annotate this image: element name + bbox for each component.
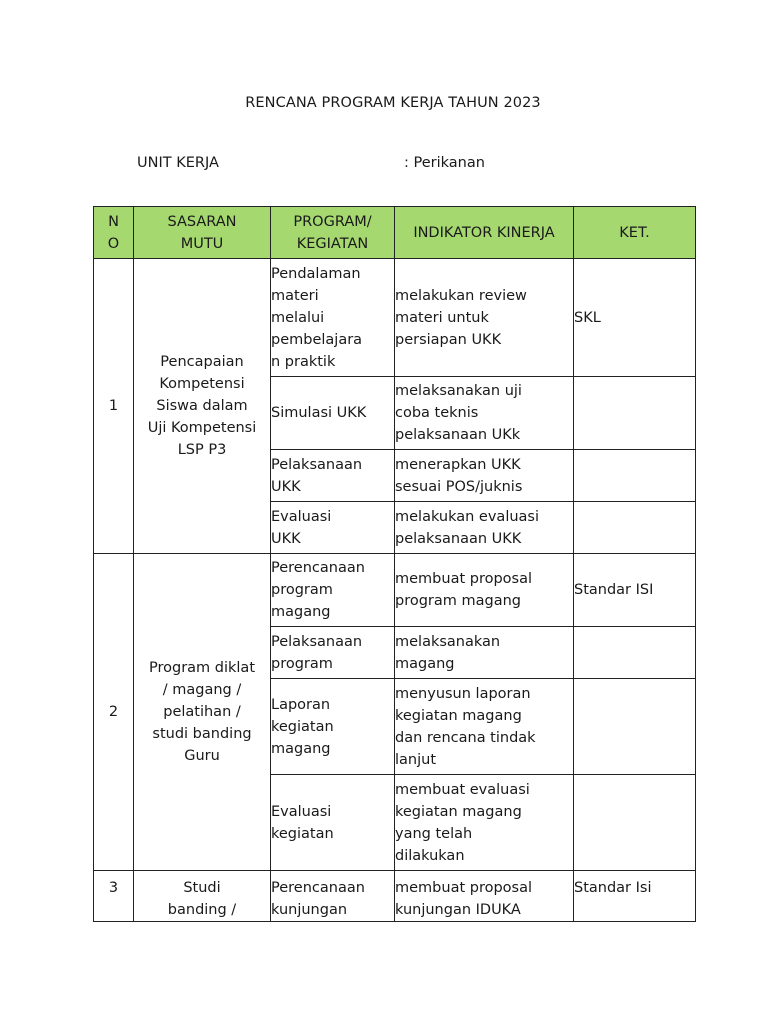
header-sasaran-line1: SASARAN	[167, 213, 237, 230]
table-row	[94, 554, 696, 627]
sasaran-mutu-cell	[134, 259, 271, 554]
program-line: Evaluasi	[271, 508, 332, 525]
program-cell	[271, 679, 395, 775]
sasaran-line: Studi	[183, 880, 221, 896]
program-line: materi	[271, 287, 319, 304]
sasaran-line: Uji Kompetensi	[147, 420, 257, 436]
program-line: Evaluasi	[271, 803, 332, 820]
program-cell	[271, 450, 395, 502]
program-line: pembelajara	[271, 331, 363, 348]
sasaran-mutu-cell	[134, 554, 271, 871]
program-line: Perencanaan	[271, 560, 365, 576]
indikator-line: dan rencana tindak	[395, 729, 536, 746]
indikator-line: persiapan UKK	[395, 331, 502, 348]
table-header-row	[94, 207, 696, 259]
program-line: magang	[271, 740, 331, 757]
indikator-line: materi untuk	[395, 309, 489, 326]
program-line: Pelaksanaan	[271, 633, 363, 650]
indikator-cell	[395, 554, 574, 627]
program-line: kunjungan	[271, 902, 348, 918]
program-line: Pendalaman	[271, 265, 361, 282]
indikator-cell	[395, 450, 574, 502]
program-line: n praktik	[271, 353, 336, 370]
header-sasaran-mutu	[134, 207, 271, 259]
program-line: Pelaksanaan	[271, 456, 363, 473]
indikator-line: menyusun laporan	[395, 685, 531, 702]
header-program-line1: PROGRAM/	[293, 213, 372, 230]
unit-kerja-value: : Perikanan	[404, 155, 485, 171]
ket-cell: SKL	[574, 259, 696, 377]
program-line: Perencanaan	[271, 880, 365, 896]
indikator-cell	[395, 679, 574, 775]
program-line: Simulasi UKK	[271, 405, 367, 421]
sasaran-mutu-cell	[134, 871, 271, 922]
header-program-line2: KEGIATAN	[296, 235, 369, 252]
row-number: 3	[94, 871, 134, 922]
indikator-line: melakukan evaluasi	[395, 508, 540, 525]
program-cell	[271, 627, 395, 679]
ket-cell	[574, 627, 696, 679]
indikator-cell	[395, 377, 574, 450]
program-cell	[271, 502, 395, 554]
sasaran-line: Kompetensi	[159, 376, 245, 392]
indikator-cell	[395, 871, 574, 922]
sasaran-line: Siswa dalam	[156, 398, 248, 414]
unit-kerja-label: UNIT KERJA	[137, 155, 219, 171]
program-cell	[271, 259, 395, 377]
sasaran-line: banding /	[167, 902, 237, 918]
ket-cell	[574, 775, 696, 871]
indikator-line: melaksanakan	[395, 633, 501, 650]
header-indikator-kinerja: INDIKATOR KINERJA	[395, 207, 574, 259]
program-line: kegiatan	[271, 825, 334, 842]
indikator-line: coba teknis	[395, 405, 479, 421]
program-cell	[271, 554, 395, 627]
ket-cell: Standar ISI	[574, 554, 696, 627]
indikator-line: sesuai POS/juknis	[395, 478, 523, 495]
indikator-line: lanjut	[395, 751, 437, 768]
program-line: UKK	[271, 478, 301, 495]
indikator-line: membuat proposal	[395, 571, 533, 587]
program-line: UKK	[271, 530, 301, 547]
sasaran-line: Guru	[184, 748, 220, 764]
ket-cell	[574, 450, 696, 502]
program-line: program	[271, 582, 333, 598]
ket-cell	[574, 679, 696, 775]
sasaran-line: Program diklat	[148, 660, 256, 676]
table-row	[94, 871, 696, 922]
program-cell	[271, 775, 395, 871]
header-no-line1: N	[108, 213, 119, 230]
ket-cell: Standar Isi	[574, 871, 696, 922]
header-sasaran-line2: MUTU	[180, 235, 224, 252]
indikator-line: melakukan review	[395, 287, 527, 304]
indikator-line: kegiatan magang	[395, 707, 522, 724]
indikator-cell	[395, 627, 574, 679]
header-no-line2: O	[107, 235, 120, 252]
row-number: 1	[94, 259, 134, 554]
indikator-line: program magang	[395, 593, 521, 609]
sasaran-line: pelatihan /	[163, 704, 241, 720]
program-cell	[271, 377, 395, 450]
program-cell	[271, 871, 395, 922]
header-program-kegiatan	[271, 207, 395, 259]
indikator-line: yang telah	[395, 825, 473, 842]
ket-cell	[574, 502, 696, 554]
program-line: program	[271, 655, 333, 672]
indikator-cell	[395, 502, 574, 554]
indikator-cell	[395, 775, 574, 871]
sasaran-line: / magang /	[162, 682, 242, 698]
indikator-line: menerapkan UKK	[395, 456, 521, 473]
program-line: melalui	[271, 309, 325, 326]
indikator-line: membuat evaluasi	[395, 781, 530, 798]
program-kerja-table	[93, 206, 696, 922]
sasaran-line: LSP P3	[177, 442, 227, 458]
sasaran-line: studi banding	[152, 726, 252, 742]
program-line: kegiatan	[271, 718, 334, 735]
indikator-line: kunjungan IDUKA	[395, 902, 521, 918]
sasaran-line: Pencapaian	[160, 354, 244, 370]
indikator-line: membuat proposal	[395, 880, 533, 896]
row-number: 2	[94, 554, 134, 871]
document-title: RENCANA PROGRAM KERJA TAHUN 2023	[245, 95, 541, 111]
header-no	[94, 207, 134, 259]
indikator-line: kegiatan magang	[395, 803, 522, 820]
indikator-line: pelaksanaan UKK	[395, 530, 522, 547]
indikator-cell	[395, 259, 574, 377]
indikator-line: melaksanakan uji	[395, 383, 522, 399]
program-line: Laporan	[271, 696, 331, 713]
indikator-line: magang	[395, 655, 455, 672]
indikator-line: pelaksanaan UKk	[395, 427, 521, 443]
program-line: magang	[271, 604, 331, 620]
ket-cell	[574, 377, 696, 450]
header-ket: KET.	[574, 207, 696, 259]
table-row	[94, 259, 696, 377]
indikator-line: dilakukan	[395, 847, 465, 864]
